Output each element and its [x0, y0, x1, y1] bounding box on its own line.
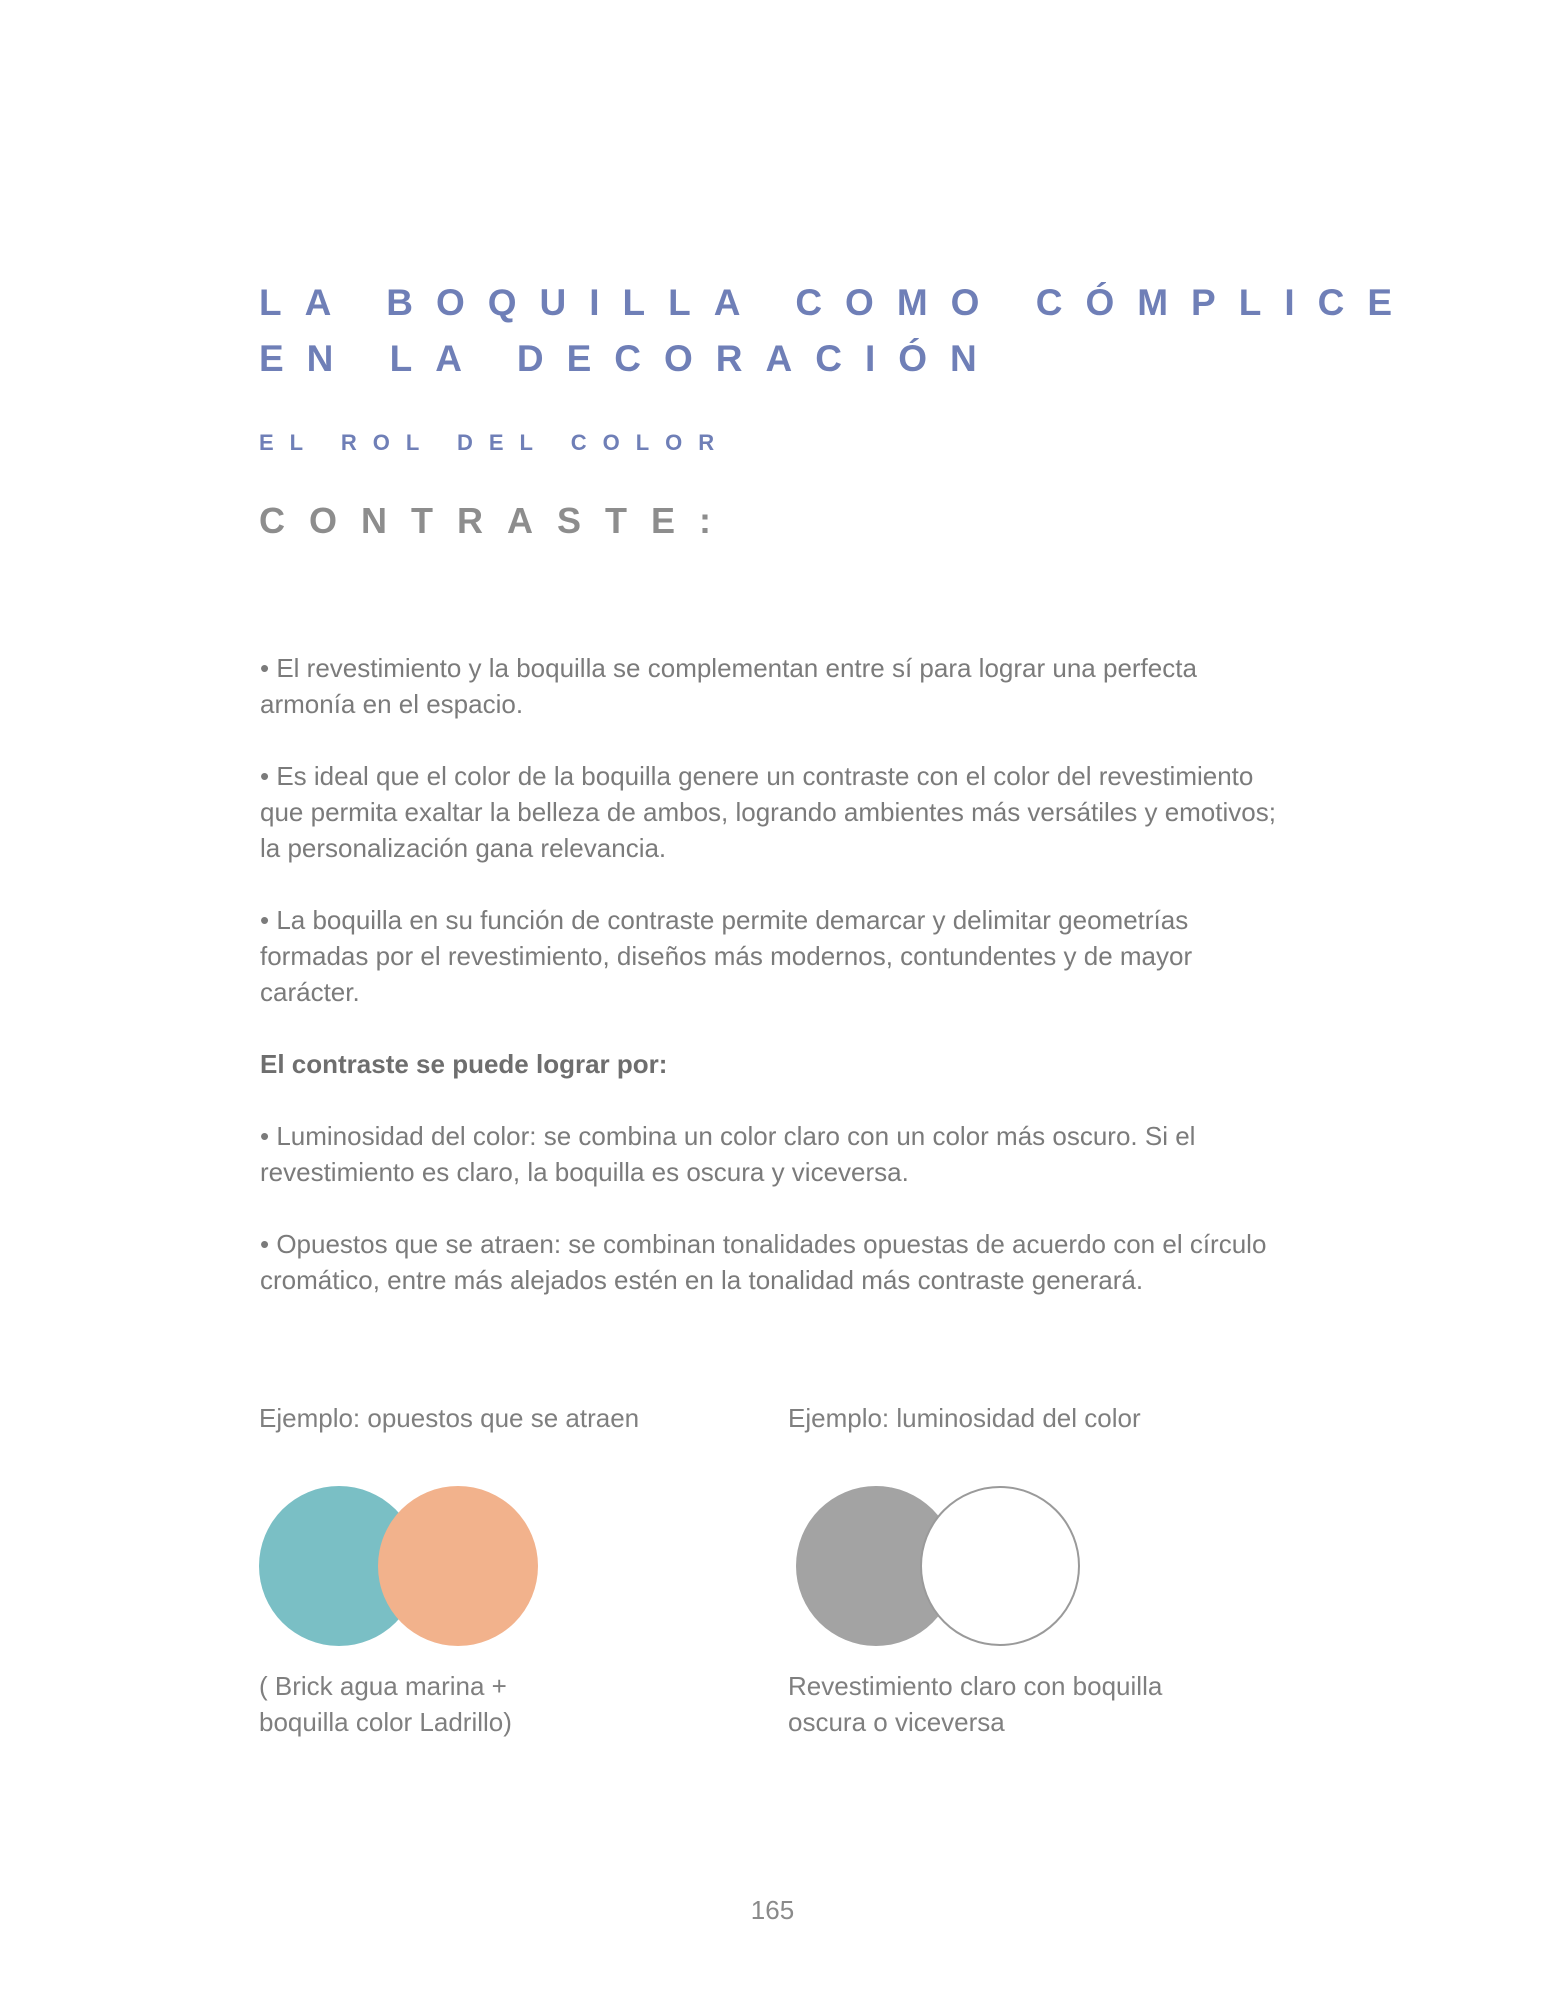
caption-line-2: boquilla color Ladrillo) — [259, 1707, 512, 1737]
brick-swatch — [378, 1486, 538, 1646]
example-caption — [788, 1668, 1208, 1740]
paragraph-5: • Opuestos que se atraen: se combinan tonalidades opuestas de acuerdo con el círculo cromático, entre más alejados estén en la tonalidad más contraste generará. — [260, 1229, 1267, 1295]
page-title — [259, 275, 1415, 387]
paragraph-4: • Luminosidad del color: se combina un color claro con un color más oscuro. Si el revestimiento es claro, la boquilla es oscura y viceversa. — [260, 1121, 1196, 1187]
page-number: 165 — [750, 1895, 795, 1925]
example-caption — [259, 1668, 679, 1740]
example-luminosity — [788, 1400, 1208, 1740]
color-swatches — [259, 1486, 679, 1656]
paragraph-3: • La boquilla en su función de contraste permite demarcar y delimitar geometrías formadas por el revestimiento, diseños más modernos, contundentes y de mayor carácter. — [260, 905, 1193, 1007]
paragraph-1: • El revestimiento y la boquilla se complementan entre sí para lograr una perfecta armonía en el espacio. — [260, 653, 1197, 719]
title-line-2: EN LA DECORACIÓN — [259, 338, 1000, 379]
title-line-1: LA BOQUILLA COMO CÓMPLICE — [259, 282, 1415, 323]
body-text — [260, 650, 1280, 1334]
example-opposites — [259, 1400, 679, 1740]
section-heading: CONTRASTE: — [259, 500, 735, 541]
caption-line-2: oscura o viceversa — [788, 1707, 1005, 1737]
caption-line-1: ( Brick agua marina + — [259, 1671, 507, 1701]
subtitle: EL ROL DEL COLOR — [259, 430, 731, 455]
color-swatches — [788, 1486, 1208, 1656]
paragraph-2: • Es ideal que el color de la boquilla genere un contraste con el color del revestimiento que permita exaltar la belleza de ambos, logrando ambientes más versátiles y emotivos; la personalización gana relevancia. — [260, 761, 1276, 863]
example-label: Ejemplo: luminosidad del color — [788, 1403, 1141, 1433]
lead-text: El contraste se puede lograr por: — [260, 1049, 668, 1079]
light-swatch — [920, 1486, 1080, 1646]
caption-line-1: Revestimiento claro con boquilla — [788, 1671, 1163, 1701]
example-label: Ejemplo: opuestos que se atraen — [259, 1403, 640, 1433]
